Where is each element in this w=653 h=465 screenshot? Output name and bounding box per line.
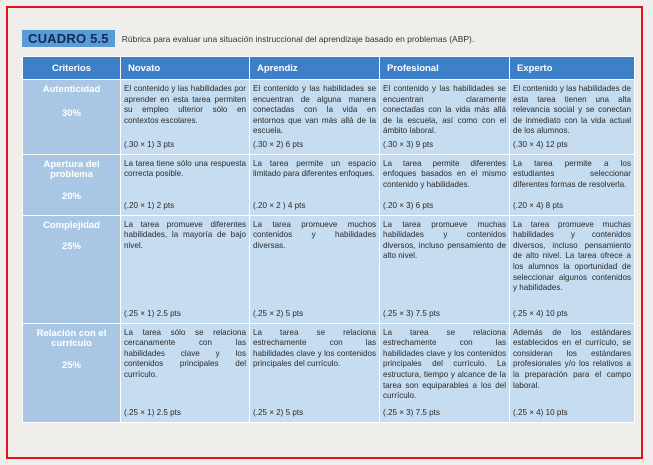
cell-score: (.25 × 2) 5 pts [253,407,304,417]
criterion-weight: 25% [61,360,81,372]
rubric-cell [250,154,380,215]
column-header-criterios: Criterios [23,57,121,80]
cell-score: (.20 × 4) 8 pts [513,200,564,210]
cell-score: (.25 × 3) 7.5 pts [383,407,440,417]
criterion-cell [23,80,121,155]
rubric-cell [121,154,250,215]
table-row [23,80,635,155]
criterion-cell [23,215,121,323]
cell-description: La tarea promueve muchos contenidos y habilidades diversas. [253,219,376,250]
column-header-aprendiz: Aprendiz [250,57,380,80]
rubric-cell [121,80,250,155]
criterion-cell [23,154,121,215]
cell-description: La tarea permite diferentes enfoques basados en el mismo contenido y habilidades. [383,158,506,189]
criterion-weight: 25% [61,241,81,253]
criterion-cell [23,323,121,422]
cell-description: La tarea promueve muchas habilidades y contenidos diversos, incluso pensamiento de alto nivel. La tarea ofrece a los alumnos la oportunidad de seleccionar algunos contenidos y habilidades. [513,219,631,293]
criterion-name: Relación con el currículo [36,327,107,350]
table-number-label: CUADRO 5.5 [22,30,115,47]
column-header-experto: Experto [510,57,635,80]
rubric-cell [510,80,635,155]
cell-description: Además de los estándares establecidos en el currículo, se consideran los estándares profesionales y/o los relativos a la preparación para el campo laboral. [513,327,631,390]
cell-score: (.25 × 2) 5 pts [253,308,304,318]
cell-description: La tarea tiene sólo una respuesta correcta posible. [124,158,246,179]
rubric-cell [380,80,510,155]
rubric-cell [510,323,635,422]
cell-score: (.30 × 2) 6 pts [253,139,304,149]
cell-score: (.30 × 4) 12 pts [513,139,568,149]
cell-score: (.25 × 1) 2.5 pts [124,407,181,417]
rubric-cell [380,154,510,215]
table-header-row [23,57,635,80]
column-header-novato: Novato [121,57,250,80]
cell-score: (.25 × 1) 2.5 pts [124,308,181,318]
cell-description: El contenido y las habilidades de esta tarea tienen una alta relevancia social y se conectan de inmediato con la vida actual de los alumnos. [513,84,631,136]
cell-description: El contenido y las habilidades se encuentran de alguna manera conectadas con la vida en entornos que van más allá de la escuela. [253,84,376,136]
cell-description: El contenido y las habilidades se encuentran claramente conectadas con la vida más allá de la escuela, así como con el ámbito laboral. [383,84,506,136]
cell-score: (.30 × 3) 9 pts [383,139,434,149]
table-row [23,215,635,323]
rubric-cell [380,323,510,422]
rubric-cell [250,323,380,422]
criterion-name: Complejidad [42,219,100,231]
rubric-cell [121,323,250,422]
rubric-cell [510,215,635,323]
rubric-cell [250,80,380,155]
criterion-weight: 20% [61,191,81,203]
cell-score: (.25 × 3) 7.5 pts [383,308,440,318]
cell-score: (.20 × 2 ) 4 pts [253,200,306,210]
column-header-profesional: Profesional [380,57,510,80]
criterion-name: Apertura del problema [43,158,100,181]
table-row [23,323,635,422]
rubric-cell [121,215,250,323]
table-header [22,30,634,47]
cell-description: La tarea sólo se relaciona cercanamente con las habilidades clave y los contenidos principales del currículo. [124,327,246,379]
criterion-name: Autenticidad [42,84,101,95]
cell-score: (.30 × 1) 3 pts [124,139,175,149]
table-row [23,154,635,215]
cell-description: La tarea se relaciona estrechamente con las habilidades clave y los contenidos principales del currículo. La estructura, tiempo y alcance de la tarea son equiparables a los del currículo. [383,327,506,401]
table-caption: Rúbrica para evaluar una situación instruccional del aprendizaje basado en problemas (ABP). [121,33,475,44]
cell-description: La tarea permite a los estudiantes seleccionar diferentes formas de resolverla. [513,158,631,189]
cell-score: (.25 × 4) 10 pts [513,407,568,417]
rubric-table [22,56,635,423]
criterion-weight: 30% [61,107,81,119]
rubric-cell [250,215,380,323]
cell-score: (.20 × 1) 2 pts [124,200,175,210]
cell-description: La tarea promueve diferentes habilidades, la mayoría de bajo nivel. [124,219,246,250]
cell-score: (.20 × 3) 6 pts [383,200,434,210]
rubric-cell [510,154,635,215]
rubric-cell [380,215,510,323]
cell-description: La tarea se relaciona estrechamente con las habilidades clave y los contenidos principales del currículo. [253,327,376,369]
cell-description: La tarea permite un espacio limitado para diferentes enfoques. [253,158,376,179]
cell-description: La tarea promueve muchas habilidades y contenidos diversos, incluso pensamiento de alto nivel. [383,219,506,261]
cell-description: El contenido y las habilidades por aprender en esta tarea permiten su empleo ulterior sólo en contextos escolares. [124,84,246,125]
cell-score: (.25 × 4) 10 pts [513,308,568,318]
